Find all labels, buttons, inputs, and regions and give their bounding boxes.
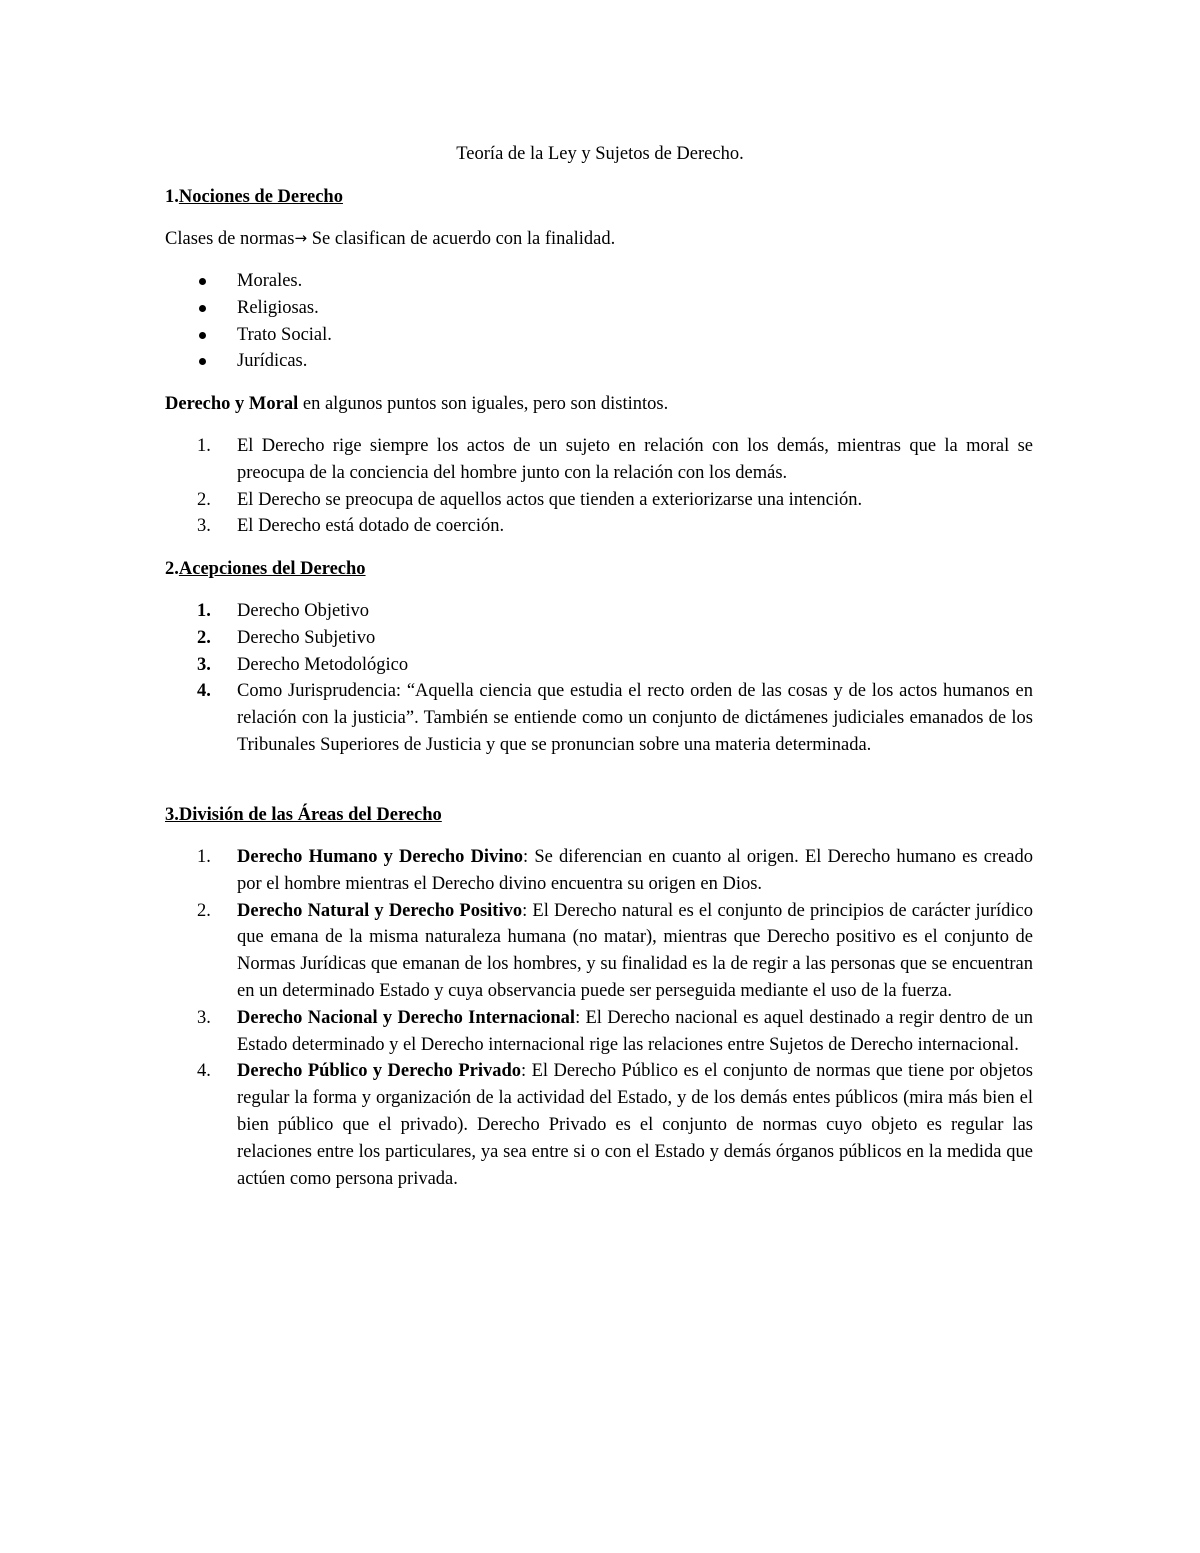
list-item [165,348,1033,375]
section-1-heading [165,184,343,211]
section-2-title: Acepciones del Derecho [178,559,366,579]
list-item [165,625,1033,652]
list-item-term: Derecho Público y Derecho Privado [237,1061,522,1082]
list-item-text: Morales. [237,271,303,291]
list-item [165,652,1033,679]
list-item-text: Jurídicas. [237,351,308,372]
law-meanings-list [165,598,1033,759]
document-title: Teoría de la Ley y Sujetos de Derecho. [456,144,744,164]
list-number: 2. [197,627,211,648]
section-1-title: Nociones de Derecho [178,187,343,207]
norm-classes-description: Se clasifican de acuerdo con la finalidad. [307,229,616,249]
list-item-text: Derecho Objetivo [237,601,370,621]
section-2-heading [165,556,366,583]
list-number: 3. [197,516,211,537]
list-item-text: : El Derecho natural es el conjunto de principios de carácter jurídico que emana de la misma naturaleza humana (no matar), mientras que Derecho positivo es el conjunto de Normas Jurídicas que emanan de los hombres, y su finalidad es la de regir a las personas que se encuentran en un determinado Estado y cuya observancia puede ser perseguida mediante el uso de la fuerza. [237,900,1033,1001]
list-item-text: El Derecho rige siempre los actos de un sujeto en relación con los demás, mientras que la moral se preocupa de la conciencia del hombre junto con la relación con los demás. [237,436,1033,483]
law-areas-list [165,844,1033,1192]
list-item-text: : Se diferencian en cuanto al origen. El Derecho humano es creado por el hombre mientras el Derecho divino encuentra su origen en Dios. [237,847,1033,894]
list-item [165,898,1033,1005]
law-moral-differences-list [165,433,1033,540]
list-item [165,513,1033,540]
bullet-icon [199,358,206,365]
bullet-icon [199,305,206,312]
list-item-text: El Derecho está dotado de coerción. [237,516,505,537]
list-item-text: Derecho Subjetivo [237,627,376,648]
list-number: 2. [197,900,211,921]
list-item-text: Como Jurisprudencia: “Aquella ciencia que estudia el recto orden de las cosas y de los actos humanos en relación con la justicia”. También se entiende como un conjunto de dictámenes judiciales emanados de los Tribunales Superiores de Justicia y que se pronuncian sobre una materia determinada. [237,681,1033,755]
list-item-text: Religiosas. [237,297,319,318]
list-item [165,598,1033,625]
norm-classes-intro [165,226,1033,253]
norm-classes-label: Clases de normas [165,229,295,249]
list-item-term: Derecho Humano y Derecho Divino [237,847,524,867]
list-item-text: : El Derecho Público es el conjunto de normas que tiene por objetos regular la forma y organización de la actividad del Estado, y de los demás entes públicos (mira más bien el bien público que el privado). Derecho Privado es el conjunto de normas cuyo objeto es regular las relaciones entre los particulares, ya sea entre si o con el Estado y demás órganos públicos en la medida que actúen como persona privada. [237,1061,1033,1189]
list-item-text: El Derecho se preocupa de aquellos actos que tienden a exteriorizarse una intención. [237,489,863,510]
list-number: 4. [197,681,211,702]
bullet-icon [199,332,206,339]
list-item [165,1058,1033,1192]
section-1-number: 1. [165,187,179,207]
list-item-term: Derecho Natural y Derecho Positivo [237,900,523,921]
section-2-number: 2. [165,559,179,579]
list-number: 4. [197,1061,211,1082]
list-item [165,844,1033,898]
list-number: 1. [197,847,211,867]
list-number: 1. [197,436,211,456]
law-moral-text: en algunos puntos son iguales, pero son distintos. [298,394,669,414]
law-moral-term: Derecho y Moral [165,394,299,414]
list-item-text: Derecho Metodológico [237,654,409,675]
list-item-text: : El Derecho nacional es aquel destinado a regir dentro de un Estado determinado y el Derecho internacional rige las relaciones entre Sujetos de Derecho internacional. [237,1007,1033,1055]
right-arrow-icon: → [294,229,308,247]
list-number: 1. [197,601,211,621]
list-item-term: Derecho Nacional y Derecho Internacional [237,1007,576,1028]
list-item [165,487,1033,514]
bullet-icon [199,278,206,285]
norm-classes-list [165,268,1033,375]
law-moral-statement [165,391,1033,418]
list-item [165,678,1033,758]
list-number: 2. [197,489,211,510]
list-number: 3. [197,654,211,675]
list-item [165,295,1033,322]
list-item-text: Trato Social. [237,324,332,345]
list-item [165,433,1033,487]
list-item [165,322,1033,349]
list-item [165,268,1033,295]
section-3-heading: 3.División de las Áreas del Derecho [165,805,442,825]
list-number: 3. [197,1007,211,1028]
list-item [165,1005,1033,1059]
